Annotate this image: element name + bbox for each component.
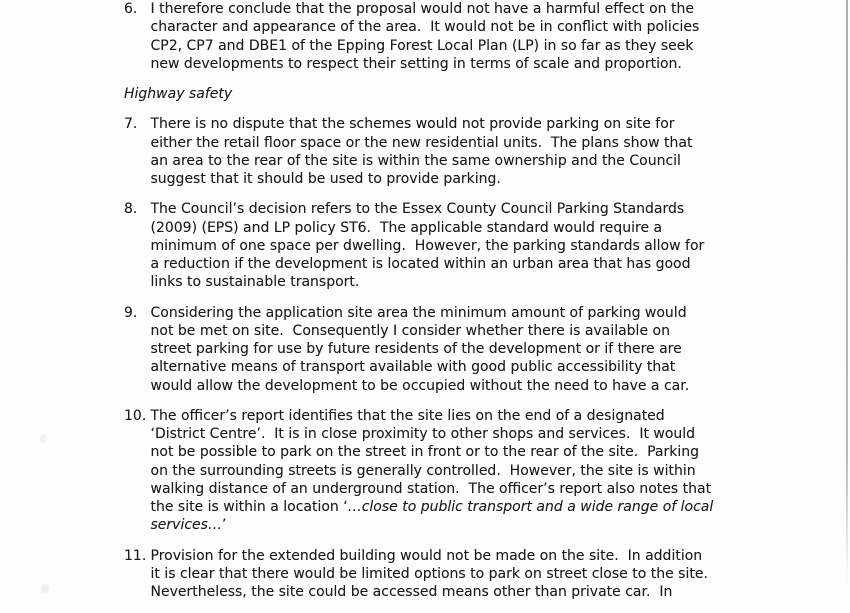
body-text: minimum of one space per dwelling. However, the parking standards allow for <box>150 237 705 254</box>
body-text: The officer’s report identifies that the site lies on the end of a designated <box>150 407 665 424</box>
body-text: links to sustainable transport. <box>150 274 360 291</box>
paragraph-number: 7. <box>124 116 138 133</box>
body-text: There is no dispute that the schemes would not provide parking on site for <box>150 116 675 133</box>
quoted-italic-text: services… <box>150 517 222 534</box>
text-line <box>151 516 714 534</box>
body-text: not be possible to park on the street in front or to the rear of the site. Parking <box>150 444 700 461</box>
body-text: not be met on site. Consequently I consider whether there is available on <box>150 322 670 339</box>
body-text: it is clear that there would be limited options to park on street close to the site. <box>150 565 708 582</box>
text-line <box>151 55 714 73</box>
section-heading: Highway safety <box>124 86 233 102</box>
text-line <box>151 462 714 480</box>
body-text: a reduction if the development is located within an urban area that has good <box>150 256 691 272</box>
body-text: an area to the rear of the site is within the same ownership and the Council <box>150 152 681 169</box>
text-line <box>151 115 714 133</box>
paragraph-number: 9. <box>124 304 138 321</box>
body-text: suggest that it should be used to provide parking. <box>150 171 501 187</box>
numbered-paragraph <box>124 304 713 395</box>
text-line <box>151 322 714 340</box>
text-line <box>151 443 714 461</box>
text-line <box>151 273 714 291</box>
body-text: ‘District Centre’. It is in close proximity to other shops and services. It would <box>150 426 696 442</box>
document-content <box>124 0 713 613</box>
paragraph-number: 10. <box>124 407 147 424</box>
numbered-paragraph <box>124 115 713 188</box>
numbered-paragraph <box>124 200 713 291</box>
text-line <box>151 18 714 36</box>
body-text: ’ <box>221 517 227 534</box>
text-line <box>151 565 714 583</box>
text-line <box>151 0 714 18</box>
numbered-paragraph <box>124 547 713 602</box>
text-line <box>151 377 714 395</box>
text-line <box>151 498 714 516</box>
text-line <box>151 583 714 601</box>
body-text: CP2, CP7 and DBE1 of the Epping Forest Local Plan (LP) in so far as they seek <box>150 37 694 54</box>
text-line <box>151 425 714 443</box>
text-line <box>151 134 714 152</box>
text-line <box>151 358 714 376</box>
body-text: street parking for use by future residents of the development or if there are <box>150 341 682 357</box>
paragraph-number: 11. <box>124 547 147 564</box>
quoted-italic-text: …close to public transport and a wide range of local <box>347 499 714 515</box>
body-text: (2009) (EPS) and LP policy ST6. The applicable standard would require a <box>150 219 663 236</box>
body-text: new developments to respect their setting in terms of scale and proportion. <box>150 55 682 72</box>
body-text: on the surrounding streets is generally controlled. However, the site is within <box>150 462 696 479</box>
body-text: character and appearance of the area. It would not be in conflict with policies <box>150 19 700 36</box>
body-text: would allow the development to be occupied without the need to have a car. <box>150 377 690 394</box>
text-line <box>151 200 714 218</box>
text-line <box>151 547 714 565</box>
body-text: Considering the application site area the minimum amount of parking would <box>150 304 687 321</box>
text-line <box>151 407 714 425</box>
body-text: Provision for the extended building would not be made on the site. In addition <box>150 547 703 564</box>
text-line <box>151 237 714 255</box>
scan-edge-line <box>846 0 848 584</box>
body-text: alternative means of transport available with good public accessibility that <box>150 359 676 376</box>
text-line <box>151 480 714 498</box>
text-line <box>151 170 714 188</box>
scan-smudge <box>40 434 47 443</box>
text-line <box>151 340 714 358</box>
text-line <box>151 152 714 170</box>
body-text: the site is within a location ‘ <box>150 499 348 515</box>
paragraph-number: 8. <box>124 201 138 218</box>
body-text: The Council’s decision refers to the Essex County Council Parking Standards <box>150 201 685 218</box>
text-line <box>151 219 714 237</box>
body-text: I therefore conclude that the proposal would not have a harmful effect on the <box>150 1 694 17</box>
paragraph-number: 6. <box>124 1 138 17</box>
numbered-paragraph <box>124 407 713 535</box>
body-text: walking distance of an underground station. The officer’s report also notes that <box>150 480 712 497</box>
body-text: Nevertheless, the site could be accessed means other than private car. In <box>150 584 673 600</box>
body-text: either the retail floor space or the new residential units. The plans show that <box>150 134 693 151</box>
scan-smudge <box>41 584 49 593</box>
text-line <box>151 255 714 273</box>
numbered-paragraph <box>124 0 713 73</box>
text-line <box>151 304 714 322</box>
text-line <box>151 37 714 55</box>
